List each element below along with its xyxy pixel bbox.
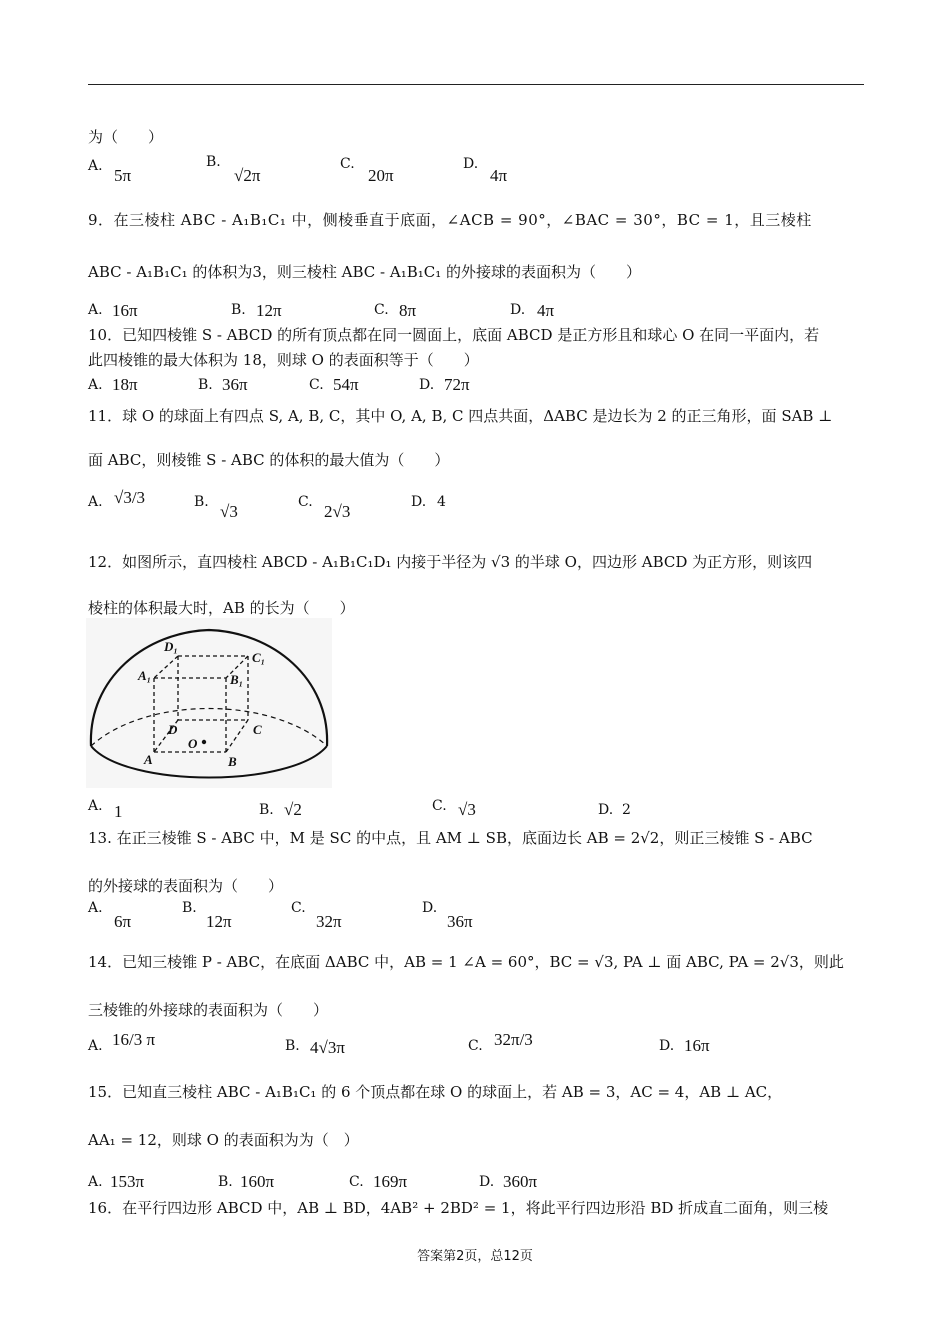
q15-opt-b-value: 160π [240,1172,275,1191]
q8-opt-d-label: D. [463,156,479,172]
q9-opt-c-value: 8π [399,301,417,320]
q12-opt-d-label: D. [598,802,614,818]
q12-line1: 12．如图所示，直四棱柱 ABCD - A₁B₁C₁D₁ 内接于半径为 √3 的半球 O，四边形 ABCD 为正方形，则该四 [88,553,813,571]
q13-opt-d-value: 36π [447,912,473,931]
q14-line1: 14．已知三棱锥 P - ABC，在底面 ΔABC 中，AB = 1 ∠A = 60°，BC = √3, PA ⊥ 面 ABC, PA = 2√3，则此 [88,953,844,971]
q10-line1: 10．已知四棱锥 S - ABCD 的所有顶点都在同一圆面上，底面 ABCD 是正方形且和球心 O 在同一平面内，若 [88,326,820,344]
q12-opt-a-label: A. [88,798,103,814]
q13-opt-b-label: B. [182,900,197,916]
q12-opt-c-value: √3 [458,800,476,819]
q11-opt-a-value: √3/3 [114,488,146,507]
q15-opt-a-label: A. [88,1174,103,1190]
q9-opt-a-label: A. [88,302,103,318]
q14-opt-c-label: C. [468,1038,483,1054]
q9-opt-a-value: 16π [112,301,138,320]
q11-opt-a-label: A. [88,494,103,510]
q15-opt-b-label: B. [218,1174,233,1190]
q16-line1: 16．在平行四边形 ABCD 中，AB ⊥ BD，4AB² + 2BD² = 1，将此平行四边形沿 BD 折成直二面角，则三棱 [88,1199,829,1217]
q12-opt-d-value: 2 [622,802,631,818]
q14-opt-d-label: D. [659,1038,675,1054]
q12-opt-b-label: B. [259,802,274,818]
q10-opt-b-value: 36π [222,375,248,394]
label-a: A [144,752,153,767]
q13-opt-c-value: 32π [316,912,342,931]
figure-background [86,618,332,788]
q8-opt-c-value: 20π [368,166,394,185]
q15-opt-c-value: 169π [373,1172,408,1191]
q14-opt-c-value: 32π/3 [494,1030,533,1049]
label-d1: D₁ [164,639,178,654]
q10-opt-a-label: A. [88,377,103,393]
q8-opt-c-label: C. [340,156,355,172]
q12-opt-a-value: 1 [114,802,123,821]
q13-opt-b-value: 12π [206,912,232,931]
q14-opt-a-label: A. [88,1038,103,1054]
label-a1: A₁ [138,668,152,683]
hemisphere-figure [86,618,332,788]
q14-line2: 三棱锥的外接球的表面积为（ ） [88,1001,329,1019]
q14-opt-b-label: B. [285,1038,300,1054]
q12-line2: 棱柱的体积最大时，AB 的长为（ ） [88,599,355,617]
q12-opt-c-label: C. [432,798,447,814]
q11-line1: 11．球 O 的球面上有四点 S, A, B, C，其中 O, A, B, C 四点共面，ΔABC 是边长为 2 的正三角形，面 SAB ⊥ [88,407,833,425]
q15-line2: AA₁ = 12，则球 O 的表面积为为（ ） [88,1131,359,1149]
q9-line1: 9．在三棱柱 ABC - A₁B₁C₁ 中，侧棱垂直于底面，∠ACB = 90°，∠BAC = 30°，BC = 1，且三棱柱 [88,211,812,229]
q15-line1: 15．已知直三棱柱 ABC - A₁B₁C₁ 的 6 个顶点都在球 O 的球面上，若 AB = 3，AC = 4，AB ⊥ AC， [88,1083,783,1101]
center-point [202,740,206,744]
q15-opt-a-value: 153π [110,1172,145,1191]
q8-opt-b-value: √2π [234,166,261,185]
q11-opt-d-label: D. [411,494,427,510]
q13-opt-a-label: A. [88,900,103,916]
q13-opt-d-label: D. [422,900,438,916]
q11-opt-c-value: 2√3 [324,502,351,521]
q10-opt-d-value: 72π [444,375,470,394]
label-b: B [228,754,237,769]
label-o: O [188,736,198,751]
label-d: D [168,722,178,737]
q14-opt-d-value: 16π [684,1036,710,1055]
q15-opt-d-label: D. [479,1174,495,1190]
q9-opt-d-value: 4π [537,301,555,320]
q15-opt-c-label: C. [349,1174,364,1190]
q13-opt-c-label: C. [291,900,306,916]
q15-opt-d-value: 360π [503,1172,538,1191]
q8-opt-a-value: 5π [114,166,132,185]
q11-opt-b-value: √3 [220,502,238,521]
q12-opt-b-value: √2 [284,800,302,819]
q11-opt-c-label: C. [298,494,313,510]
header-rule [88,84,864,85]
q8-opt-a-label: A. [88,158,103,174]
q13-opt-a-value: 6π [114,912,132,931]
q10-opt-a-value: 18π [112,375,138,394]
q14-opt-b-value: 4√3π [310,1038,345,1057]
q9-opt-d-label: D. [510,302,526,318]
label-b1: B₁ [230,672,244,687]
q11-line2: 面 ABC，则棱锥 S - ABC 的体积的最大值为（ ） [88,451,450,469]
q11-opt-d-value: 4 [437,494,446,510]
page-footer: 答案第2页，总12页 [417,1249,533,1264]
label-c: C [253,722,262,737]
q10-opt-b-label: B. [198,377,213,393]
q9-opt-b-value: 12π [256,301,282,320]
q8-opt-d-value: 4π [490,166,508,185]
q9-opt-c-label: C. [374,302,389,318]
q10-opt-d-label: D. [419,377,435,393]
q8-tail: 为（ ） [88,128,164,146]
q10-opt-c-value: 54π [333,375,359,394]
q10-line2: 此四棱锥的最大体积为 18，则球 O 的表面积等于（ ） [88,351,479,369]
q9-line2: ABC - A₁B₁C₁ 的体积为3，则三棱柱 ABC - A₁B₁C₁ 的外接球的表面积为（ ） [88,263,642,281]
label-c1: C₁ [252,650,266,665]
q11-opt-b-label: B. [194,494,209,510]
q13-line2: 的外接球的表面积为（ ） [88,877,284,895]
q13-line1: 13. 在正三棱锥 S - ABC 中，M 是 SC 的中点，且 AM ⊥ SB，底面边长 AB = 2√2，则正三棱锥 S - ABC [88,829,813,847]
q14-opt-a-value: 16/3 π [112,1030,156,1049]
q9-opt-b-label: B. [231,302,246,318]
q8-opt-b-label: B. [206,154,221,170]
q10-opt-c-label: C. [309,377,324,393]
